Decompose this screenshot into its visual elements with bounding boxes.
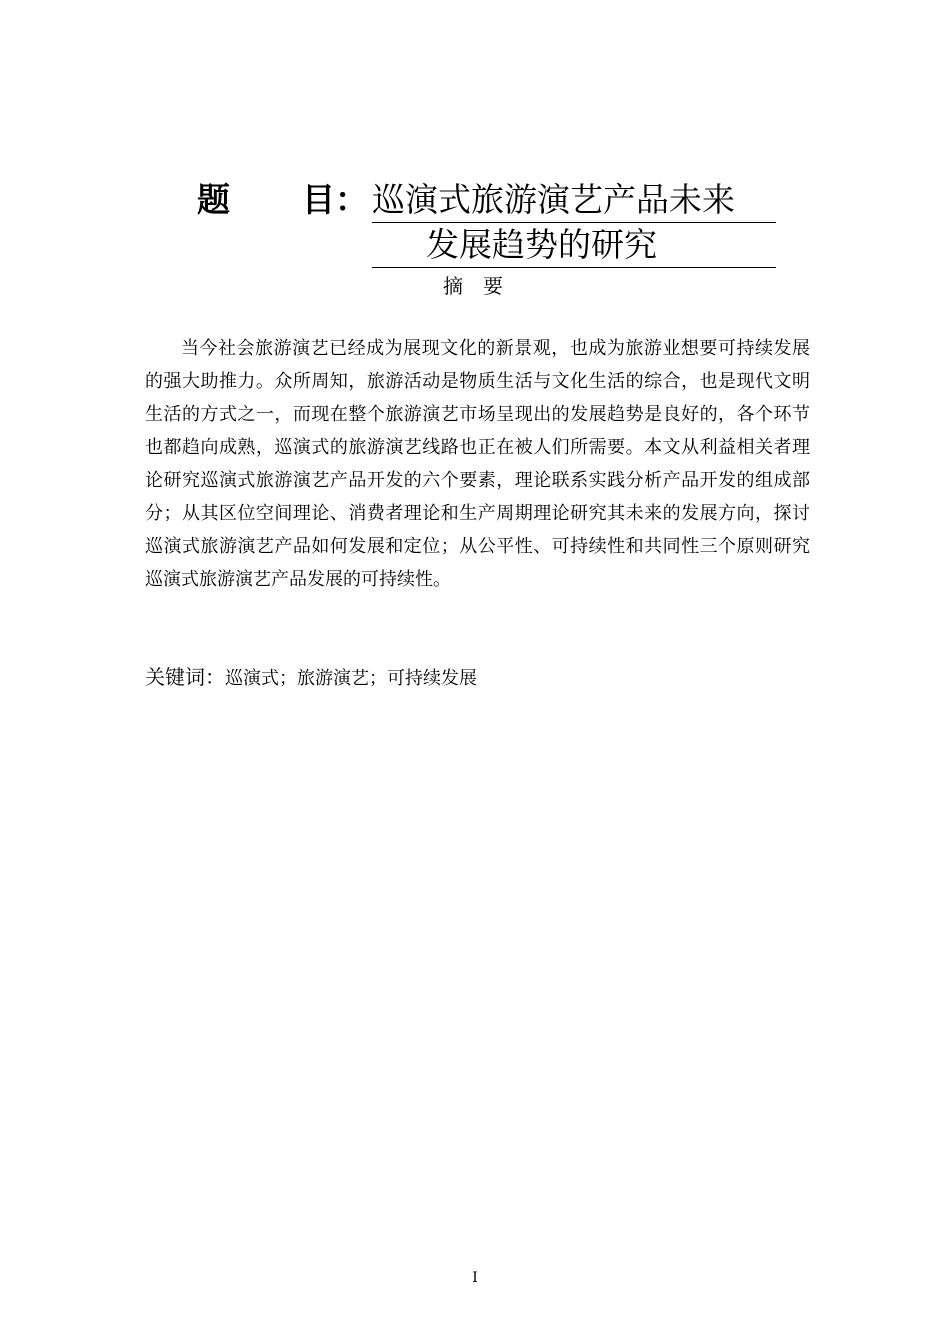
abstract-body: 当今社会旅游演艺已经成为展现文化的新景观，也成为旅游业想要可持续发展的强大助推力。众所周知，旅游活动是物质生活与文化生活的综合，也是现代文明生活的方式之一，而现在整个旅游演艺市场呈现出的发展趋势是良好的，各个环节也都趋向成熟，巡演式的旅游演艺线路也正在被人们所需要。本文从利益相关者理论研究巡演式旅游演艺产品开发的六个要素，理论联系实践分析产品开发的组成部分；从其区位空间理论、消费者理论和生产周期理论研究其未来的发展方向，探讨巡演式旅游演艺产品如何发展和定位；从公平性、可持续性和共同性三个原则研究巡演式旅游演艺产品发展的可持续性。 — [145, 338, 810, 590]
keywords-label: 关键词： — [145, 665, 225, 689]
title-label-part1: 题 — [197, 180, 230, 219]
title-text-line2: 发展趋势的研究 — [372, 223, 776, 268]
title-label-part2: 目： — [302, 180, 368, 219]
title-text-line1: 巡演式旅游演艺产品未来 — [372, 178, 776, 223]
keywords-line — [145, 662, 477, 694]
page-number: I — [472, 1270, 478, 1286]
keywords-value: 巡演式；旅游演艺；可持续发展 — [225, 668, 477, 689]
abstract-heading: 摘要 — [443, 274, 523, 298]
